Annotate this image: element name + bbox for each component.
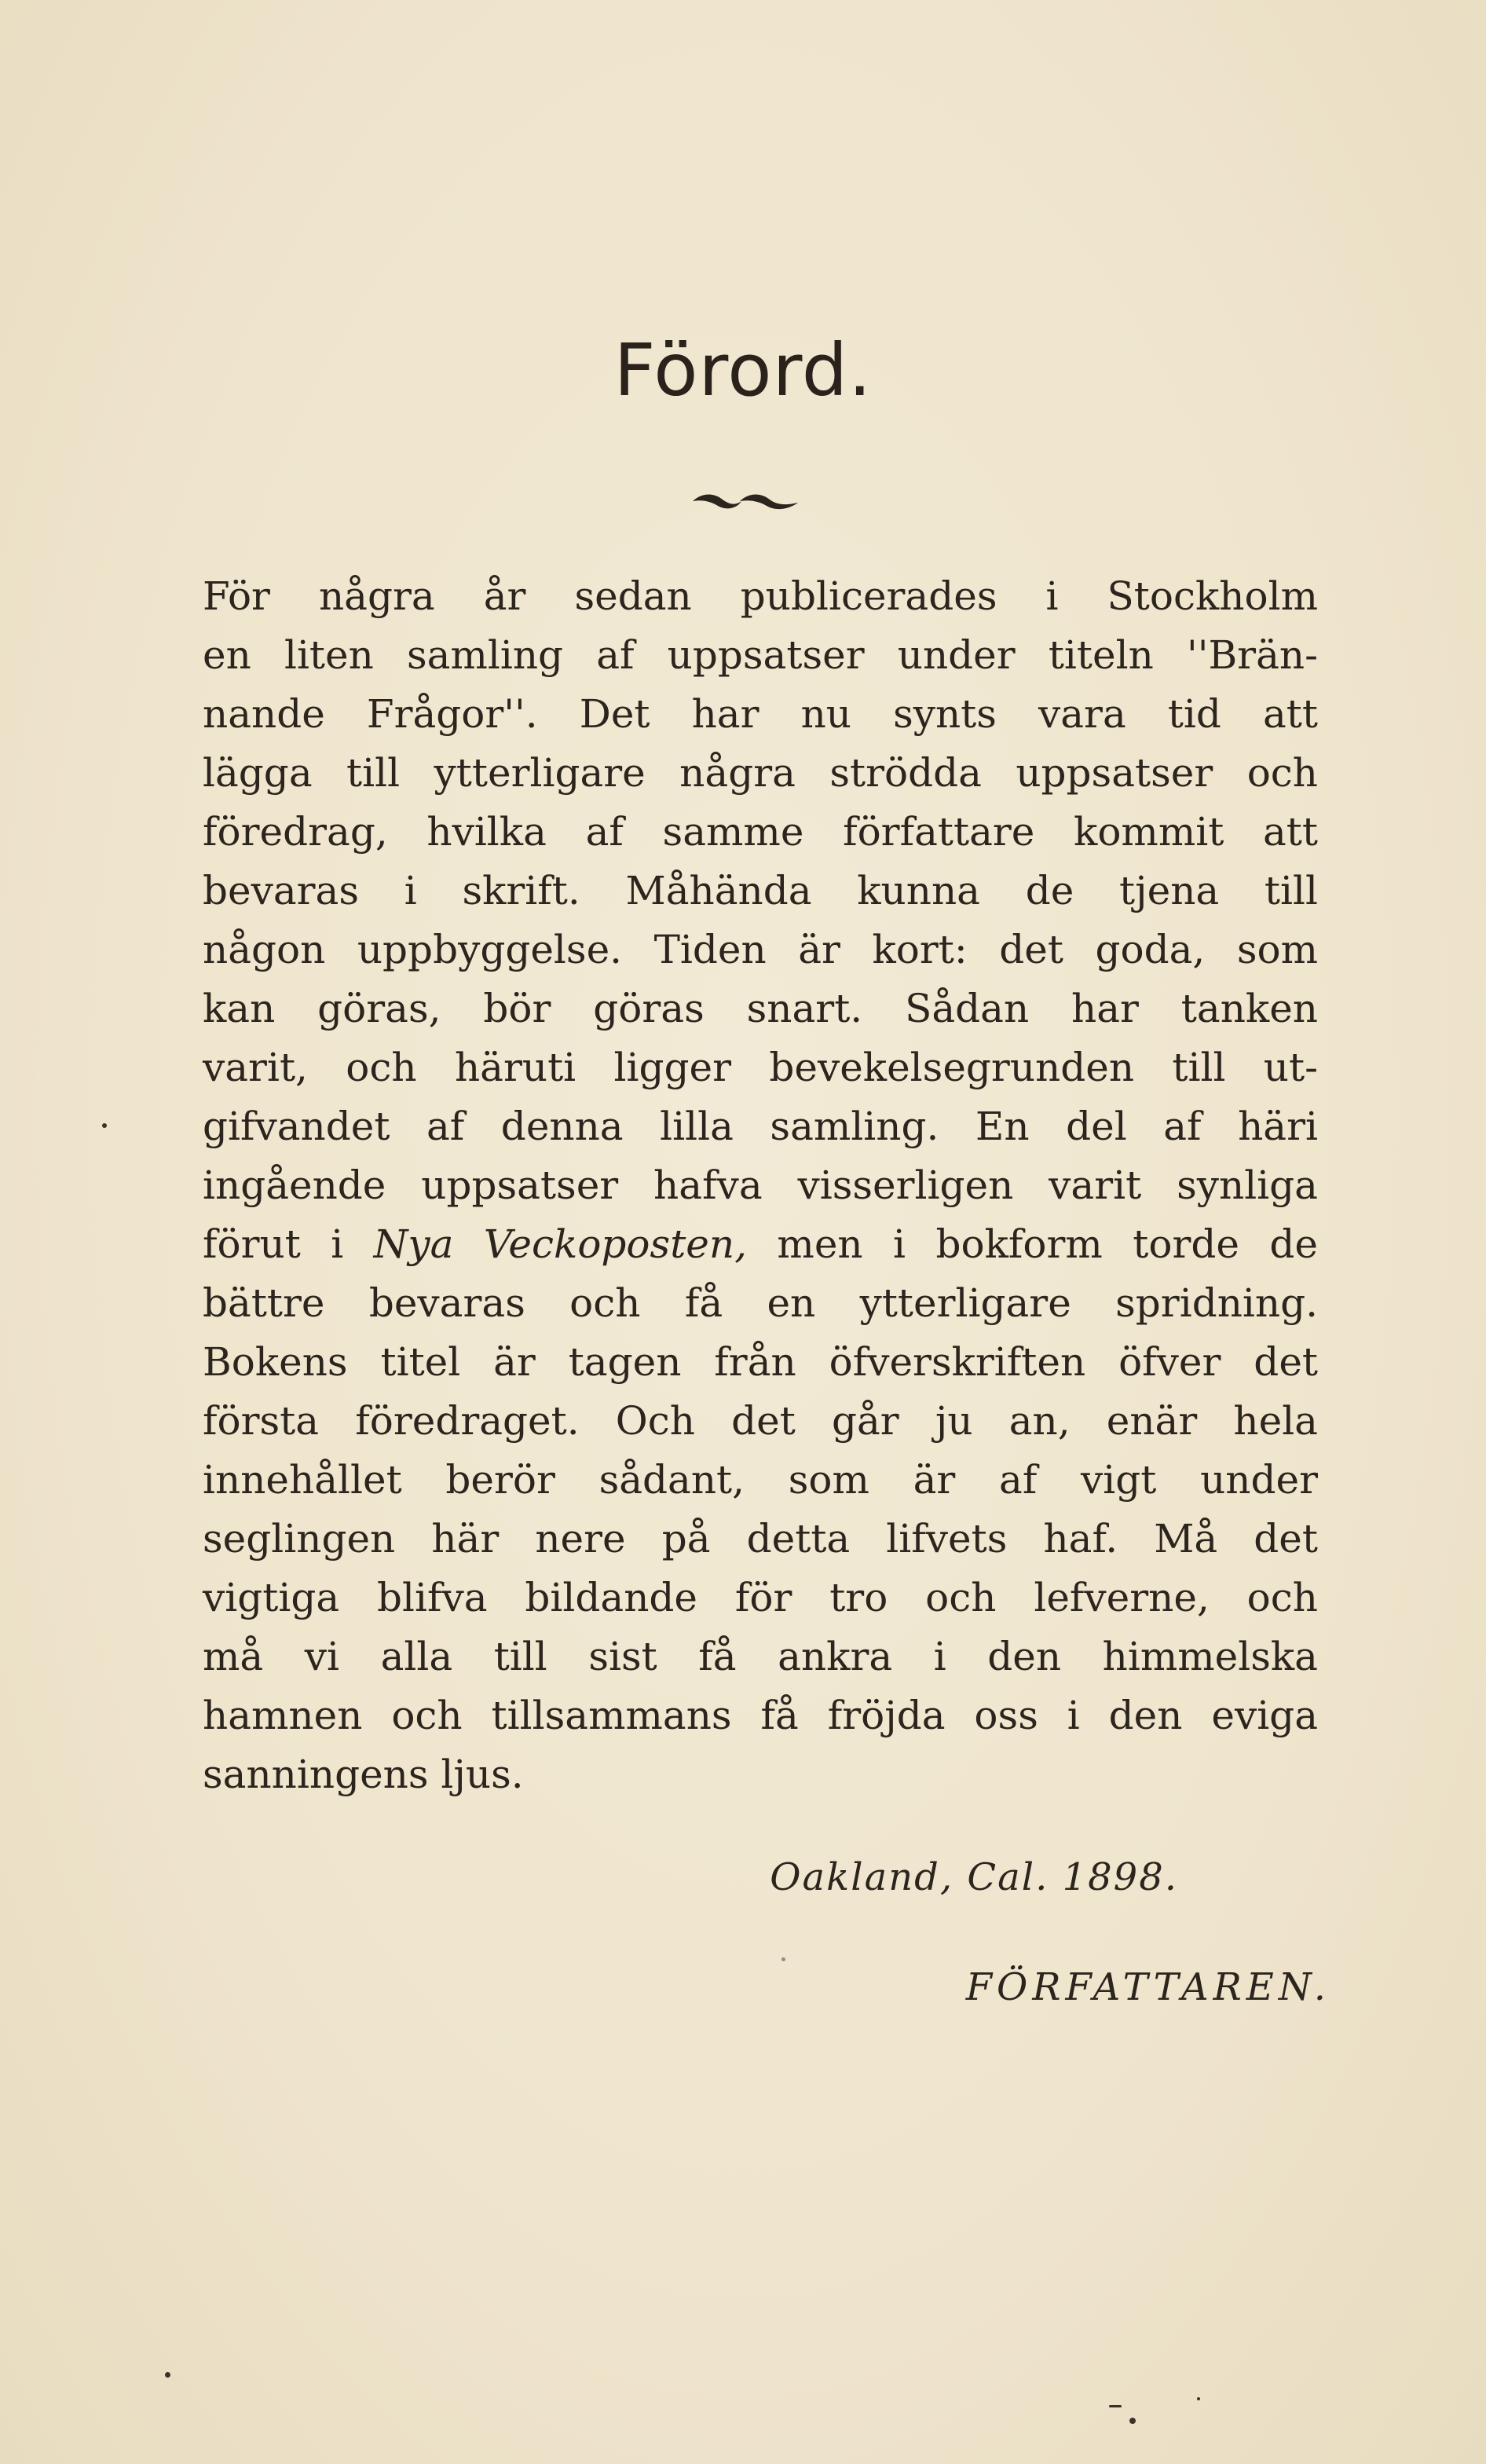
text-line: ingående uppsatser hafva visserligen varit synliga bbox=[203, 1162, 1318, 1208]
italic-title: Nya Veckoposten, bbox=[373, 1221, 747, 1267]
text-line: nande Frågor''. Det har nu synts vara tid att bbox=[203, 691, 1318, 737]
text-line: kan göras, bör göras snart. Sådan har tanken bbox=[203, 986, 1318, 1031]
paper-speck bbox=[1109, 2405, 1122, 2407]
paper-speck bbox=[165, 2372, 170, 2378]
text-line: innehållet berör sådant, som är af vigt under bbox=[203, 1457, 1318, 1503]
place-date: Oakland, Cal. 1898. bbox=[770, 1855, 1178, 1899]
text-line: För några år sedan publicerades i Stockholm bbox=[203, 573, 1318, 619]
text-line: sanningens ljus. bbox=[203, 1752, 524, 1797]
author-signature: FÖRFATTAREN. bbox=[965, 1965, 1330, 2009]
page-title: Förord. bbox=[613, 328, 873, 412]
text-line: bättre bevaras och få en ytterligare spridning. bbox=[203, 1280, 1318, 1326]
text-line: gifvandet af denna lilla samling. En del af häri bbox=[203, 1104, 1318, 1149]
preface-body bbox=[203, 567, 1318, 1804]
text-line: Bokens titel är tagen från öfverskriften öfver det bbox=[203, 1339, 1318, 1385]
text-line: första föredraget. Och det går ju an, enär hela bbox=[203, 1398, 1318, 1444]
paper-speck bbox=[781, 1957, 785, 1961]
text-line: seglingen här nere på detta lifvets haf. Må det bbox=[203, 1516, 1318, 1562]
text-segment: men i bokform torde de bbox=[777, 1221, 1318, 1267]
text-line: någon uppbyggelse. Tiden är kort: det goda, som bbox=[203, 927, 1318, 972]
text-line: hamnen och tillsammans få fröjda oss i den eviga bbox=[203, 1693, 1318, 1738]
fleuron-ornament-icon bbox=[691, 485, 801, 517]
text-line: en liten samling af uppsatser under titeln ''Brän- bbox=[203, 632, 1318, 678]
text-line bbox=[203, 1215, 1318, 1274]
text-line: må vi alla till sist få ankra i den himmelska bbox=[203, 1634, 1318, 1679]
text-line: vigtiga blifva bildande för tro och lefverne, och bbox=[203, 1575, 1318, 1620]
paper-speck bbox=[1129, 2418, 1136, 2424]
text-line: varit, och häruti ligger bevekelsegrunden till ut- bbox=[203, 1045, 1318, 1090]
paper-speck bbox=[102, 1123, 107, 1128]
paper-speck bbox=[1197, 2397, 1200, 2400]
text-line: föredrag, hvilka af samme författare kommit att bbox=[203, 809, 1318, 855]
text-line: lägga till ytterligare några strödda uppsatser och bbox=[203, 750, 1318, 796]
text-segment: förut i bbox=[203, 1221, 344, 1267]
text-line: bevaras i skrift. Måhända kunna de tjena till bbox=[203, 868, 1318, 913]
